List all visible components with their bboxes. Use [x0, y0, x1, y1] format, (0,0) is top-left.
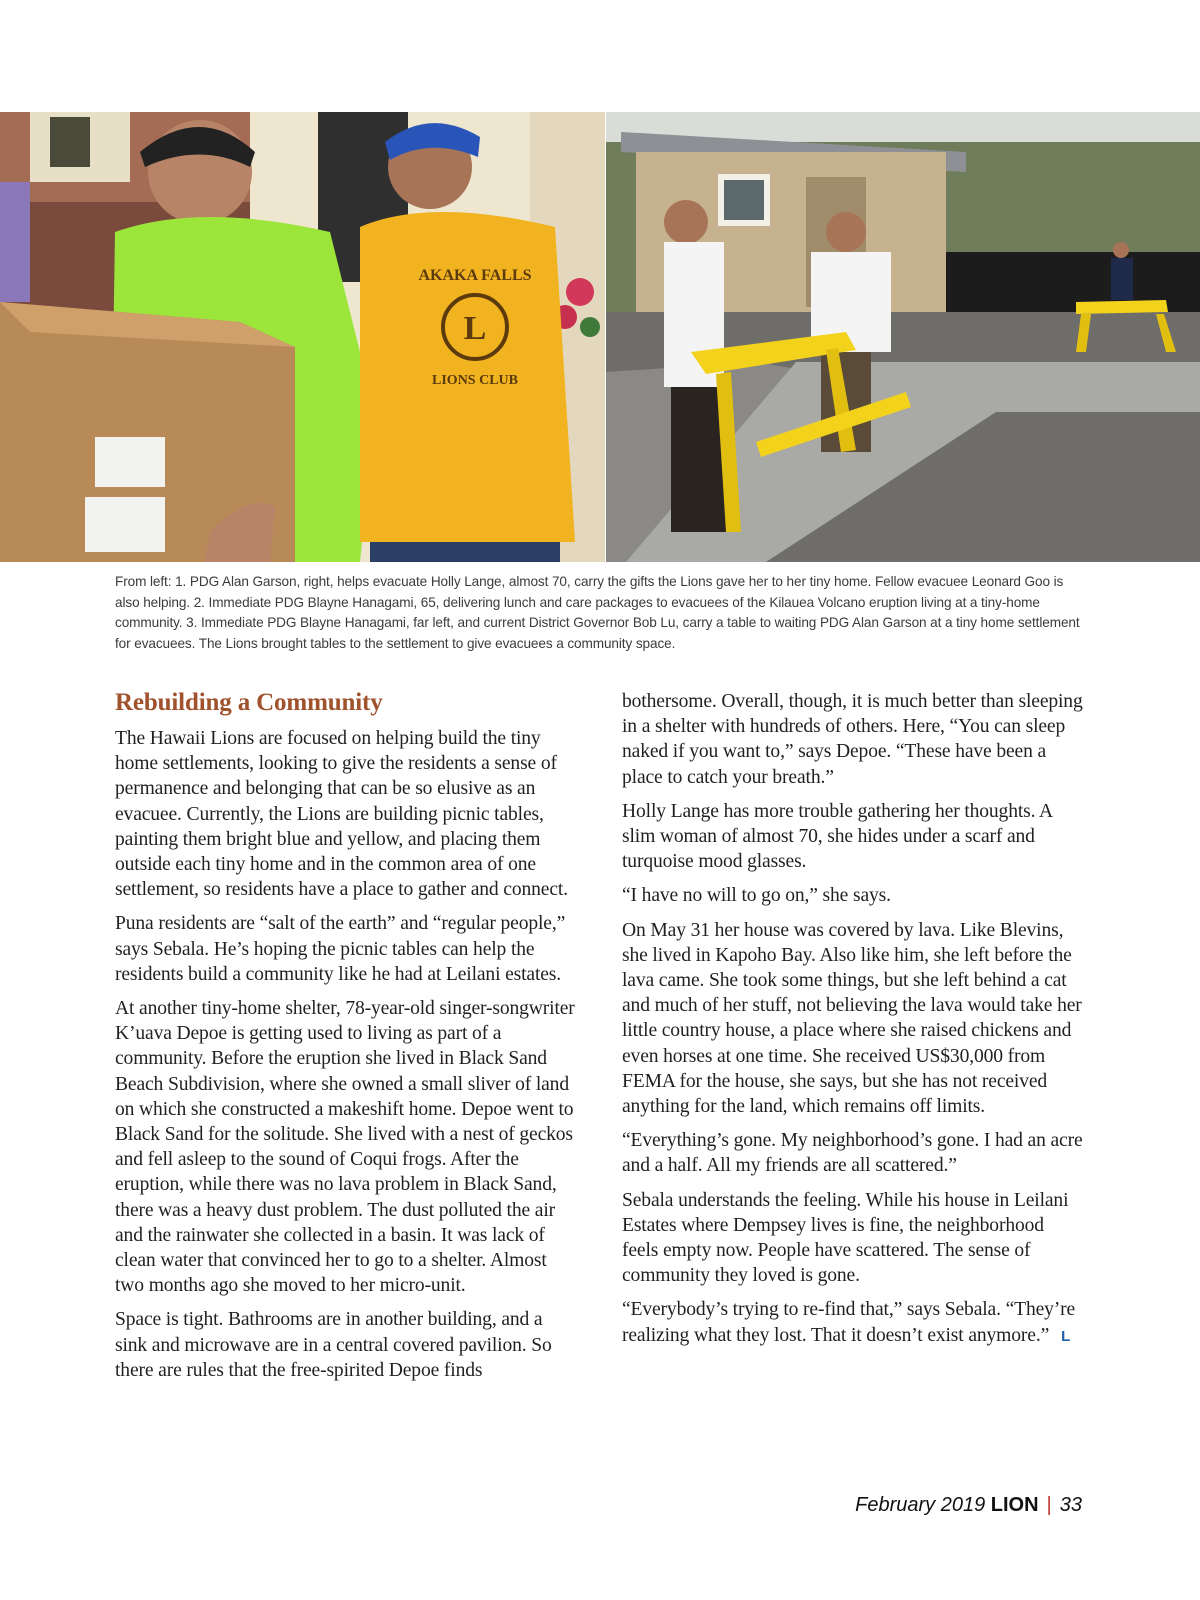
footer-magazine-name: LION: [990, 1494, 1039, 1516]
footer-issue-date: February 2019: [855, 1494, 986, 1516]
shirt-text-top: AKAKA FALLS: [418, 267, 532, 284]
footer-page-number: 33: [1059, 1494, 1082, 1516]
footer-separator: |: [1046, 1494, 1052, 1516]
article-paragraph: “I have no will to go on,” she says.: [622, 885, 891, 907]
article-final-paragraph: [622, 1297, 1084, 1348]
photo-lions-evacuation-help: [0, 112, 605, 562]
article-heading: Rebuilding a Community: [115, 689, 383, 716]
page-footer: [855, 1494, 1082, 1517]
photo-table-delivery: [606, 112, 1200, 562]
article-paragraph: Sebala understands the feeling. While his house in Leilani Estates where Dempsey lives is fine, the neighborhood feels empty now. People have scattered. The sense of community they loved is gone.: [622, 1189, 1069, 1287]
photo-strip: [0, 112, 1200, 562]
article-column-left: [115, 688, 577, 1392]
article-paragraph: The Hawaii Lions are focused on helping build the tiny home settlements, looking to give the residents a sense of permanence and belonging that can be so elusive as an evacuee. Currently, the Lions are building picnic tables, painting them bright blue and yellow, and placing them outside each tiny home and in the common area of one settlement, so residents have a place to gather and connect.: [115, 728, 568, 901]
article-column-right: [622, 689, 1084, 1358]
article-paragraph: Holly Lange has more trouble gathering her thoughts. A slim woman of almost 70, she hides under a scarf and turquoise mood glasses.: [622, 800, 1052, 873]
shirt-text-bottom: LIONS CLUB: [432, 373, 518, 388]
photo-illustration-right: [606, 112, 1200, 562]
photo-illustration-left: [0, 112, 605, 562]
article-final-text: “Everybody’s trying to re-find that,” says Sebala. “They’re realizing what they lost. That it doesn’t exist anymore.”: [622, 1299, 1076, 1346]
article-paragraph: Puna residents are “salt of the earth” and “regular people,” says Sebala. He’s hoping the picnic tables can help the residents build a community like he had at Leilani estates.: [115, 913, 566, 985]
article-paragraph: bothersome. Overall, though, it is much better than sleeping in a shelter with hundreds of others. Here, “You can sleep naked if you want to,” says Depoe. “These have been a place to catch your breath.”: [622, 691, 1083, 788]
article-paragraph: At another tiny-home shelter, 78-year-old singer-songwriter K’uava Depoe is getting used to living as part of a community. Before the eruption she lived in Black Sand Beach Subdivision, where she owned a small sliver of land on which she constructed a makeshift home. Depoe went to Black Sand for the solitude. She lived with a nest of geckos and fell asleep to the sound of Coqui frogs. After the eruption, while there was no lava problem in Black Sand, there was a heavy dust problem. The dust polluted the air and the rainwater she collected in a basin. It was lack of clean water that convinced her to go to a shelter. Almost two months ago she moved to her micro-unit.: [115, 998, 575, 1297]
photo-caption: From left: 1. PDG Alan Garson, right, helps evacuate Holly Lange, almost 70, carry the gifts the Lions gave her to her tiny home. Fellow evacuee Leonard Goo is also helping. 2. Immediate PDG Blayne Hanagami, 65, delivering lunch and care packages to evacuees of the Kilauea Volcano eruption living at a tiny-home community. 3. Immediate PDG Blayne Hanagami, far left, and current District Governor Bob Lu, carry a table to waiting PDG Alan Garson at a tiny home settlement for evacuees. The Lions brought tables to the settlement to give evacuees a community space.: [115, 574, 1080, 651]
article-paragraph: Space is tight. Bathrooms are in another building, and a sink and microwave are in a central covered pavilion. So there are rules that the free-spirited Depoe finds: [115, 1309, 552, 1381]
lion-end-mark-icon: L: [1061, 1327, 1071, 1345]
shirt-emblem-letter: L: [463, 310, 487, 347]
article-paragraph: “Everything’s gone. My neighborhood’s gone. I had an acre and a half. All my friends are all scattered.”: [622, 1130, 1083, 1177]
article-paragraph: On May 31 her house was covered by lava. Like Blevins, she lived in Kapoho Bay. Also like him, she left before the lava came. She took some things, but she left behind a cat and much of her stuff, not believing the lava would take her little country house, a place where she raised chickens and even horses at one time. She received US$30,000 from FEMA for the house, she says, but she has not received anything for the land, which remains off limits.: [622, 919, 1082, 1118]
